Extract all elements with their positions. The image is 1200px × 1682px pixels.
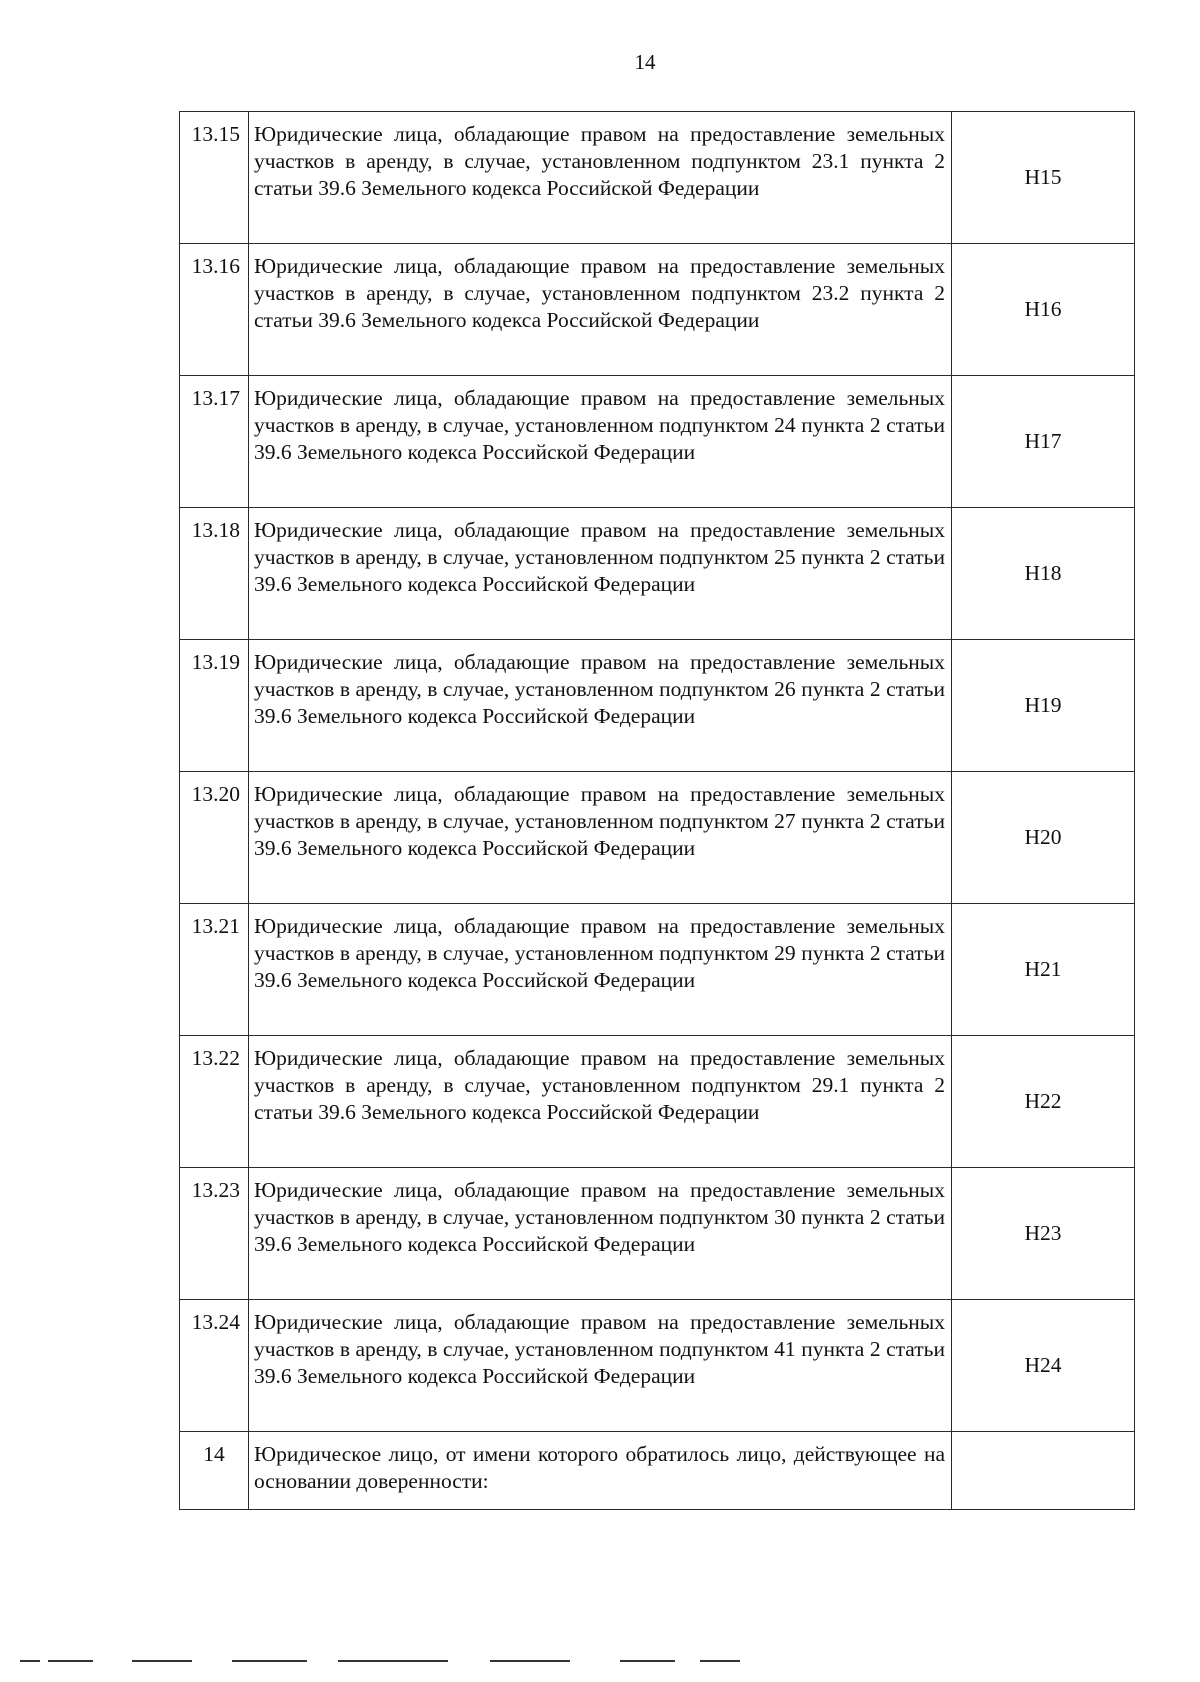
- row-number: 13.16: [180, 244, 249, 376]
- table-row: [180, 1036, 1135, 1168]
- table-row: [180, 508, 1135, 640]
- row-number: 13.20: [180, 772, 249, 904]
- row-description: Юридические лица, обладающие правом на предоставление земельных участков в аренду, в случае, установленном подпунктом 29 пункта 2 статьи 39.6 Земельного кодекса Российской Федерации: [249, 904, 952, 1036]
- table-row: [180, 244, 1135, 376]
- row-number: 13.15: [180, 112, 249, 244]
- table-row: [180, 640, 1135, 772]
- row-number: 13.22: [180, 1036, 249, 1168]
- row-code: [952, 1432, 1135, 1510]
- row-description: Юридические лица, обладающие правом на предоставление земельных участков в аренду, в случае, установленном подпунктом 24 пункта 2 статьи 39.6 Земельного кодекса Российской Федерации: [249, 376, 952, 508]
- row-description: Юридические лица, обладающие правом на предоставление земельных участков в аренду, в случае, установленном подпунктом 41 пункта 2 статьи 39.6 Земельного кодекса Российской Федерации: [249, 1300, 952, 1432]
- row-description: Юридические лица, обладающие правом на предоставление земельных участков в аренду, в случае, установленном подпунктом 30 пункта 2 статьи 39.6 Земельного кодекса Российской Федерации: [249, 1168, 952, 1300]
- row-description: Юридические лица, обладающие правом на предоставление земельных участков в аренду, в случае, установленном подпунктом 29.1 пункта 2 статьи 39.6 Земельного кодекса Российской Федерации: [249, 1036, 952, 1168]
- row-description: Юридические лица, обладающие правом на предоставление земельных участков в аренду, в случае, установленном подпунктом 27 пункта 2 статьи 39.6 Земельного кодекса Российской Федерации: [249, 772, 952, 904]
- row-number: 13.23: [180, 1168, 249, 1300]
- row-number: 13.19: [180, 640, 249, 772]
- row-code: Н16: [952, 244, 1135, 376]
- row-code: Н23: [952, 1168, 1135, 1300]
- table-row: [180, 904, 1135, 1036]
- row-number: 13.21: [180, 904, 249, 1036]
- scan-artifact-marks: [20, 1660, 780, 1664]
- row-description: Юридическое лицо, от имени которого обратилось лицо, действующее на основании доверенности:: [249, 1432, 952, 1510]
- row-code: Н24: [952, 1300, 1135, 1432]
- row-code: Н15: [952, 112, 1135, 244]
- table-row: [180, 772, 1135, 904]
- table-row: [180, 376, 1135, 508]
- document-table: [179, 111, 1135, 1510]
- table-row: [180, 1168, 1135, 1300]
- row-number: 13.17: [180, 376, 249, 508]
- row-code: Н21: [952, 904, 1135, 1036]
- row-number: 13.24: [180, 1300, 249, 1432]
- row-description: Юридические лица, обладающие правом на предоставление земельных участков в аренду, в случае, установленном подпунктом 23.1 пункта 2 статьи 39.6 Земельного кодекса Российской Федерации: [249, 112, 952, 244]
- row-description: Юридические лица, обладающие правом на предоставление земельных участков в аренду, в случае, установленном подпунктом 23.2 пункта 2 статьи 39.6 Земельного кодекса Российской Федерации: [249, 244, 952, 376]
- row-code: Н17: [952, 376, 1135, 508]
- row-number: 13.18: [180, 508, 249, 640]
- row-description: Юридические лица, обладающие правом на предоставление земельных участков в аренду, в случае, установленном подпунктом 25 пункта 2 статьи 39.6 Земельного кодекса Российской Федерации: [249, 508, 952, 640]
- row-code: Н18: [952, 508, 1135, 640]
- row-code: Н20: [952, 772, 1135, 904]
- table-row: [180, 1300, 1135, 1432]
- table-row: [180, 1432, 1135, 1510]
- row-number: 14: [180, 1432, 249, 1510]
- row-code: Н19: [952, 640, 1135, 772]
- table-row: [180, 112, 1135, 244]
- page-number: 14: [634, 50, 656, 74]
- row-code: Н22: [952, 1036, 1135, 1168]
- row-description: Юридические лица, обладающие правом на предоставление земельных участков в аренду, в случае, установленном подпунктом 26 пункта 2 статьи 39.6 Земельного кодекса Российской Федерации: [249, 640, 952, 772]
